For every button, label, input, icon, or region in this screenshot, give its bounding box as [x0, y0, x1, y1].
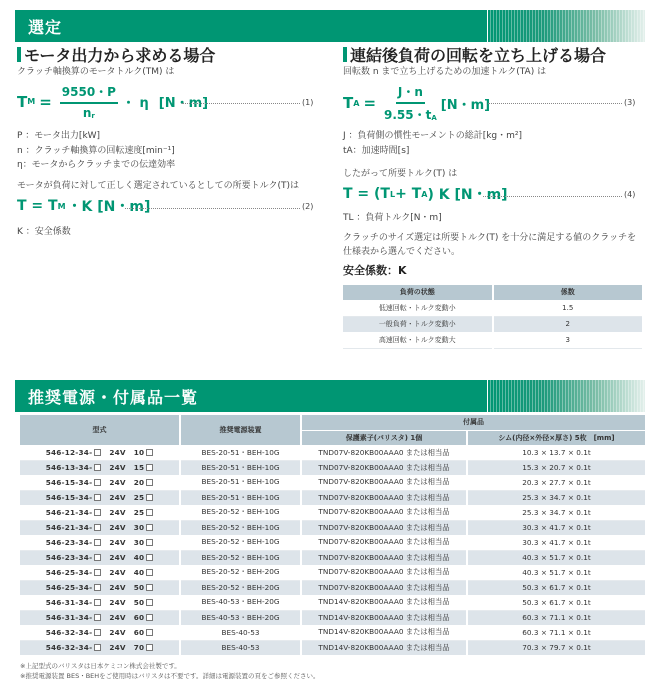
accessories-banner-title: 推奨電源・付属品一覧 — [28, 387, 199, 407]
formula-2 — [17, 196, 150, 216]
shim-cell: 20.3 × 27.7 × 0.1t — [467, 475, 645, 490]
placeholder-box-icon — [94, 644, 101, 651]
placeholder-box-icon — [94, 554, 101, 561]
definition-eta: η：モータからクラッチまでの伝達効率 — [17, 160, 176, 170]
voltage: 24V — [109, 523, 126, 533]
header-accessories: 付属品 — [301, 415, 645, 430]
shim-cell: 30.3 × 41.7 × 0.1t — [467, 520, 645, 535]
placeholder-box-icon — [94, 629, 101, 636]
table-row — [20, 550, 645, 565]
model-code: 546-12-34- — [45, 448, 93, 457]
placeholder-box-icon — [94, 524, 101, 531]
size: 40 — [133, 567, 145, 577]
varistor-cell: TND07V-820KB00AAA0 または相当品 — [301, 490, 467, 505]
shim-cell: 25.3 × 34.7 × 0.1t — [467, 490, 645, 505]
footnote-1: ※上記型式のバリスタは日本ケミコン株式会社製です。 — [20, 662, 181, 670]
shim-cell: 40.3 × 51.7 × 0.1t — [467, 550, 645, 565]
size: 10 — [133, 448, 145, 457]
formula-3-fraction — [384, 83, 437, 123]
placeholder-box-icon — [146, 509, 153, 516]
table-row — [20, 535, 645, 550]
formula-3-denominator — [384, 104, 437, 123]
shim-cell: 30.3 × 41.7 × 0.1t — [467, 535, 645, 550]
definition-tl: TL ：負荷トルク[N・m] — [343, 213, 442, 223]
banner-gradient-decoration — [487, 380, 645, 412]
formula-1-den-main: n — [82, 106, 92, 120]
model-code: 546-13-34- — [45, 463, 93, 473]
safety-condition: 高速回転・トルク変動大 — [343, 332, 493, 348]
table-row — [20, 445, 645, 460]
placeholder-box-icon — [94, 569, 101, 576]
placeholder-box-icon — [94, 509, 101, 516]
power-supply-cell: BES-20-52・BEH-10G — [180, 550, 301, 565]
power-supply-cell: BES-20-51・BEH-10G — [180, 475, 301, 490]
model-cell — [20, 520, 180, 535]
safety-condition: 一般負荷・トルク変動小 — [343, 316, 493, 332]
model-code: 546-25-34- — [45, 583, 93, 593]
safety-factor-value: 3 — [493, 332, 643, 348]
header-shim: シム(内径×外径×厚さ) 5枚 [mm] — [467, 430, 645, 445]
formula-1 — [17, 83, 208, 120]
safety-header-factor: 係数 — [493, 285, 643, 300]
placeholder-box-icon — [94, 599, 101, 606]
model-cell — [20, 460, 180, 475]
model-cell — [20, 580, 180, 595]
placeholder-box-icon — [146, 479, 153, 486]
power-supply-cell: BES-20-52・BEH-10G — [180, 520, 301, 535]
voltage: 24V — [109, 477, 126, 487]
size: 25 — [133, 493, 145, 503]
definition-p: P ：モータ出力[kW] — [17, 131, 101, 141]
formula-3-lhs: T — [343, 94, 354, 112]
placeholder-box-icon — [94, 614, 101, 621]
model-code: 546-23-34- — [45, 537, 93, 547]
left-intro2: モータが負荷に対して正しく選定されているとしての所要トルク(T)は — [17, 181, 299, 191]
formula-3-numerator: J・n — [396, 83, 425, 104]
formula-3 — [343, 83, 490, 123]
footnote-2: ※推奨電源装置 BES・BEHをご使用時はバリスタは不要です。詳細は電源装置の頁をご参照ください。 — [20, 672, 320, 680]
formula-1-denominator — [83, 104, 95, 120]
header-model: 型式 — [20, 415, 180, 445]
formula-4-b: + T — [395, 186, 422, 202]
left-heading-text: モータ出力から求める場合 — [24, 46, 216, 65]
shim-cell: 10.3 × 13.7 × 0.1t — [467, 445, 645, 460]
size: 20 — [133, 477, 145, 487]
size: 60 — [133, 627, 145, 637]
formula-1-numerator: 9550・P — [60, 83, 118, 104]
placeholder-box-icon — [146, 464, 153, 471]
formula-1-eq: = — [39, 92, 52, 111]
placeholder-box-icon — [146, 629, 153, 636]
formula-4-number: (4) — [624, 190, 636, 199]
power-supply-cell: BES-20-52・BEH-20G — [180, 580, 301, 595]
voltage: 24V — [109, 597, 126, 607]
size: 60 — [133, 613, 145, 623]
voltage: 24V — [109, 643, 126, 653]
voltage: 24V — [109, 583, 126, 593]
model-code: 546-21-34- — [45, 507, 93, 517]
model-cell — [20, 595, 180, 610]
banner-gradient-decoration — [487, 10, 645, 42]
accessories-banner — [15, 380, 645, 412]
formula-4-sub-l: L — [389, 189, 396, 199]
varistor-cell: TND07V-820KB00AAA0 または相当品 — [301, 475, 467, 490]
placeholder-box-icon — [146, 644, 153, 651]
varistor-cell: TND07V-820KB00AAA0 または相当品 — [301, 520, 467, 535]
model-code: 546-31-34- — [45, 597, 93, 607]
varistor-cell: TND07V-820KB00AAA0 または相当品 — [301, 565, 467, 580]
power-supply-cell: BES-40-53 — [180, 625, 301, 640]
formula-1-lhs: T — [17, 92, 28, 111]
placeholder-box-icon — [94, 539, 101, 546]
table-row — [20, 565, 645, 580]
definition-k: K ：安全係数 — [17, 227, 71, 237]
formula-3-number: (3) — [624, 98, 636, 107]
safety-header-condition: 負荷の状態 — [343, 285, 493, 300]
safety-condition: 低速回転・トルク変動小 — [343, 300, 493, 316]
voltage: 24V — [109, 613, 126, 623]
formula-1-tail: ・ η — [121, 96, 149, 111]
formula-1-lhs-sub: M — [27, 97, 36, 106]
size: 50 — [133, 583, 145, 593]
definition-j: J ：負荷側の慣性モーメントの総計[kg・m²] — [343, 131, 523, 141]
safety-factor-table — [343, 285, 642, 349]
varistor-cell: TND14V-820KB00AAA0 または相当品 — [301, 625, 467, 640]
size: 50 — [133, 597, 145, 607]
varistor-cell: TND07V-820KB00AAA0 または相当品 — [301, 550, 467, 565]
size: 15 — [133, 463, 145, 473]
formula-1-unit: [N・m] — [158, 96, 209, 111]
size: 30 — [133, 523, 145, 533]
table-row — [20, 475, 645, 490]
size: 30 — [133, 537, 145, 547]
power-supply-cell: BES-40-53・BEH-20G — [180, 610, 301, 625]
placeholder-box-icon — [94, 464, 101, 471]
formula-4 — [343, 184, 508, 204]
definition-n: n ：クラッチ軸換算の回転速度[min⁻¹] — [17, 146, 175, 156]
size: 40 — [133, 553, 145, 563]
model-cell — [20, 505, 180, 520]
shim-cell: 40.3 × 51.7 × 0.1t — [467, 565, 645, 580]
placeholder-box-icon — [146, 614, 153, 621]
size-note-line2: 仕様表から選んでください。 — [343, 247, 461, 257]
shim-cell: 50.3 × 61.7 × 0.1t — [467, 595, 645, 610]
formula-3-lhs-sub: A — [353, 98, 360, 108]
table-row — [343, 300, 642, 316]
power-supply-cell: BES-20-52・BEH-10G — [180, 505, 301, 520]
shim-cell: 15.3 × 20.7 × 0.1t — [467, 460, 645, 475]
formula-1-fraction — [60, 83, 118, 120]
formula-1-number: (1) — [302, 98, 314, 107]
model-cell — [20, 490, 180, 505]
heading-bar-icon — [17, 47, 21, 62]
voltage: 24V — [109, 493, 126, 503]
voltage: 24V — [109, 627, 126, 637]
power-supply-cell: BES-40-53・BEH-20G — [180, 595, 301, 610]
placeholder-box-icon — [146, 584, 153, 591]
voltage: 24V — [109, 463, 126, 473]
voltage: 24V — [109, 537, 126, 547]
varistor-cell: TND07V-820KB00AAA0 または相当品 — [301, 580, 467, 595]
formula-2-leader — [125, 208, 300, 209]
model-code: 546-21-34- — [45, 523, 93, 533]
shim-cell: 60.3 × 71.1 × 0.1t — [467, 625, 645, 640]
model-cell — [20, 550, 180, 565]
right-heading-text: 連結後負荷の回転を立ち上げる場合 — [350, 46, 607, 65]
table-row — [20, 640, 645, 655]
formula-4-a: T = (T — [343, 186, 390, 202]
placeholder-box-icon — [94, 479, 101, 486]
right-intro: 回転数 n まで立ち上げるための加速トルク(TA) は — [343, 67, 547, 77]
model-code: 546-25-34- — [45, 567, 93, 577]
placeholder-box-icon — [146, 449, 153, 456]
formula-3-unit: [N・m] — [440, 97, 491, 113]
size: 25 — [133, 507, 145, 517]
model-cell — [20, 640, 180, 655]
voltage: 24V — [109, 507, 126, 517]
formula-1-den-sub: r — [91, 112, 95, 120]
safety-factor-title: 安全係数：K — [343, 264, 407, 277]
formula-4-c: ) K [N・m] — [427, 187, 508, 203]
size-note-line1: クラッチのサイズ選定は所要トルク(T) を十分に満足する値のクラッチを — [343, 233, 637, 243]
right-intro2: したがって所要トルク(T) は — [343, 169, 458, 179]
table-row — [20, 520, 645, 535]
varistor-cell: TND14V-820KB00AAA0 または相当品 — [301, 595, 467, 610]
formula-2-number: (2) — [302, 202, 314, 211]
placeholder-box-icon — [94, 584, 101, 591]
varistor-cell: TND14V-820KB00AAA0 または相当品 — [301, 640, 467, 655]
shim-cell: 60.3 × 71.1 × 0.1t — [467, 610, 645, 625]
formula-4-leader — [483, 196, 622, 197]
formula-2-lhs-sub: M — [57, 201, 66, 211]
model-code: 546-15-34- — [45, 493, 93, 503]
table-row — [20, 490, 645, 505]
voltage: 24V — [109, 567, 126, 577]
model-cell — [20, 565, 180, 580]
formula-2-lhs: T = T — [17, 198, 58, 214]
shim-cell: 25.3 × 34.7 × 0.1t — [467, 505, 645, 520]
table-row — [343, 332, 642, 348]
table-row — [343, 316, 642, 332]
right-heading — [343, 43, 606, 66]
model-cell — [20, 535, 180, 550]
varistor-cell: TND07V-820KB00AAA0 または相当品 — [301, 535, 467, 550]
table-row — [20, 460, 645, 475]
placeholder-box-icon — [146, 599, 153, 606]
model-code: 546-23-34- — [45, 553, 93, 563]
voltage: 24V — [109, 553, 126, 563]
table-row — [20, 580, 645, 595]
placeholder-box-icon — [146, 494, 153, 501]
model-code: 546-32-34- — [45, 627, 93, 637]
varistor-cell: TND07V-820KB00AAA0 または相当品 — [301, 445, 467, 460]
voltage: 24V — [109, 448, 126, 457]
left-heading — [17, 43, 215, 66]
formula-3-den-main: 9.55・t — [384, 108, 432, 122]
placeholder-box-icon — [94, 494, 101, 501]
size: 70 — [133, 643, 145, 653]
model-cell — [20, 625, 180, 640]
power-supply-cell: BES-20-52・BEH-10G — [180, 535, 301, 550]
varistor-cell: TND07V-820KB00AAA0 または相当品 — [301, 460, 467, 475]
heading-bar-icon — [343, 47, 347, 62]
safety-factor-value: 1.5 — [493, 300, 643, 316]
header-power-supply: 推奨電源装置 — [180, 415, 301, 445]
formula-4-sub-a: A — [421, 189, 428, 199]
formula-2-rest: ・K [N・m] — [67, 199, 151, 215]
model-code: 546-15-34- — [45, 477, 93, 487]
table-row — [20, 610, 645, 625]
header-varistor: 保護素子(バリスタ) 1個 — [301, 430, 467, 445]
model-cell — [20, 445, 180, 460]
selection-banner — [15, 10, 645, 42]
model-cell — [20, 475, 180, 490]
power-supply-cell: BES-20-52・BEH-20G — [180, 565, 301, 580]
table-row — [20, 595, 645, 610]
shim-cell: 70.3 × 79.7 × 0.1t — [467, 640, 645, 655]
model-code: 546-31-34- — [45, 613, 93, 623]
table-row — [20, 625, 645, 640]
table-row — [20, 505, 645, 520]
definition-ta: tA：加速時間[s] — [343, 146, 410, 156]
formula-3-den-sub: A — [431, 114, 437, 122]
varistor-cell: TND14V-820KB00AAA0 または相当品 — [301, 610, 467, 625]
varistor-cell: TND07V-820KB00AAA0 または相当品 — [301, 505, 467, 520]
placeholder-box-icon — [146, 554, 153, 561]
placeholder-box-icon — [146, 524, 153, 531]
power-supply-cell: BES-40-53 — [180, 640, 301, 655]
formula-3-eq: = — [363, 94, 377, 112]
placeholder-box-icon — [94, 449, 101, 456]
formula-3-leader — [488, 103, 622, 104]
model-code: 546-32-34- — [45, 643, 93, 653]
safety-factor-value: 2 — [493, 316, 643, 332]
power-supply-cell: BES-20-51・BEH-10G — [180, 490, 301, 505]
power-supply-cell: BES-20-51・BEH-10G — [180, 445, 301, 460]
selection-banner-title: 選定 — [28, 17, 63, 37]
accessories-table — [20, 415, 645, 655]
power-supply-cell: BES-20-51・BEH-10G — [180, 460, 301, 475]
left-intro: クラッチ軸換算のモータトルク(TM) は — [17, 67, 175, 77]
formula-1-leader — [182, 103, 300, 104]
model-cell — [20, 610, 180, 625]
placeholder-box-icon — [146, 539, 153, 546]
shim-cell: 50.3 × 61.7 × 0.1t — [467, 580, 645, 595]
placeholder-box-icon — [146, 569, 153, 576]
